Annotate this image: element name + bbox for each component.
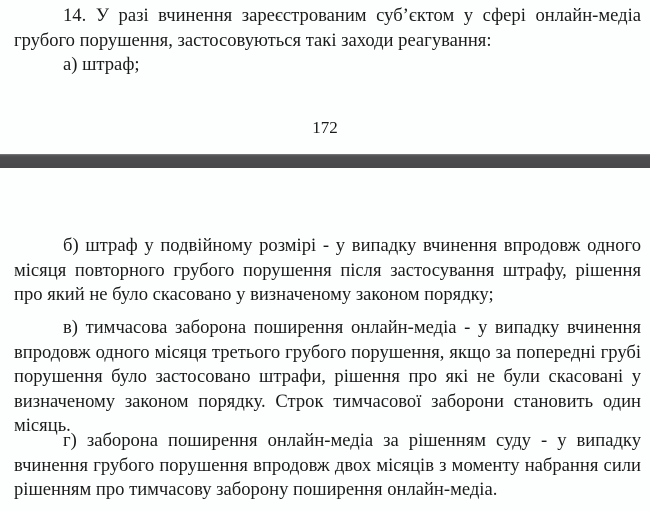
page-number: 172 <box>312 118 338 137</box>
paragraph-item-b: б) штраф у подвійному розмірі - у випадку вчинення впродовж одного місяця повторного грубого порушення після застосування штрафу, рішення про який не було скасовано у визначеному законом порядку; <box>14 235 641 305</box>
paragraph-item-a: а) штраф; <box>63 54 140 75</box>
page-separator <box>0 154 650 168</box>
document-page-bottom <box>0 168 650 511</box>
paragraph-item-g: г) заборона поширення онлайн-медіа за рішенням суду - у випадку вчинення грубого порушення впродовж двох місяців з моменту набрання сили рішенням про тимчасову заборону поширення онлайн-медіа. <box>14 430 641 500</box>
paragraph-14-intro: 14. У разі вчинення зареєстрованим суб’єктом у сфері онлайн-медіа грубого порушення, застосовуються такі заходи реагування: <box>14 5 641 51</box>
document-page-top <box>0 0 650 154</box>
paragraph-item-v: в) тимчасова заборона поширення онлайн-медіа - у випадку вчинення впродовж одного місяця третього грубого порушення, якщо за попередні грубі порушення було застосовано штрафи, рішення про які не були скасовані у визначеному законом порядку. Строк тимчасової заборони становить один місяць. <box>14 317 641 436</box>
